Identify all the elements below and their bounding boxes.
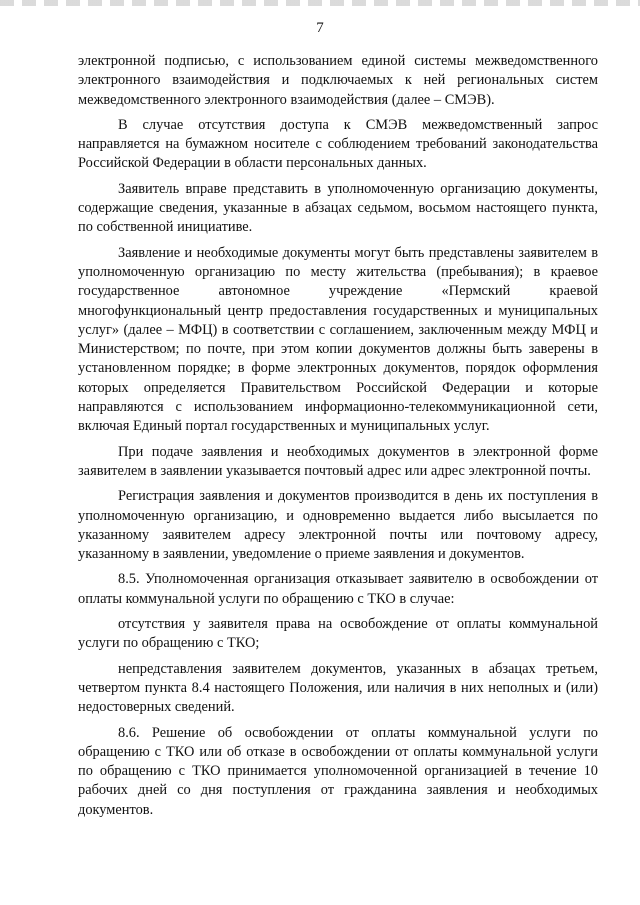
paragraph-smev-continuation: электронной подписью, с использованием единой системы межведомственного электронного взаимодействия и подключаемых к ней региональных систем межведомственного электронного взаимодействия (далее – СМЭВ).	[78, 53, 598, 108]
page-number: 7	[316, 20, 324, 36]
paragraph-refusal-reason-1: отсутствия у заявителя права на освобождение от оплаты коммунальной услуги по обращению с ТКО;	[78, 616, 598, 652]
paragraph-registration: Регистрация заявления и документов производится в день их поступления в уполномоченную организацию, и одновременно выдается либо высылается по указанному заявителем адресу электронной почты или почтовому адресу, указанному в заявлении, уведомление о приеме заявления и документов.	[78, 488, 598, 563]
paragraph-8-5-refusal: 8.5. Уполномоченная организация отказывает заявителю в освобождении от оплаты коммунальной услуги по обращению с ТКО в случае:	[78, 571, 598, 607]
paragraph-electronic-form: При подаче заявления и необходимых документов в электронной форме заявителем в заявлении указывается почтовый адрес или адрес электронной почты.	[78, 443, 598, 479]
paragraph-submission-methods: Заявление и необходимые документы могут быть представлены заявителем в уполномоченную организацию по месту жительства (пребывания); в краевое государственное автономное учреждение «Пермский краевой многофункциональный центр предоставления государственных и муниципальных услуг» (далее – МФЦ) в соответствии с соглашением, заключенным между МФЦ и Министерством; по почте, при этом копии документов должны быть заверены в установленном порядке; в форме электронных документов, порядок оформления которых определяется Правительством Российской Федерации и которые направляются с использованием информационно-телекоммуникационной сети, включая Единый портал государственных и муниципальных услуг.	[78, 244, 598, 435]
document-body	[78, 52, 598, 826]
scan-top-border	[0, 0, 640, 6]
paragraph-8-6-decision: 8.6. Решение об освобождении от оплаты коммунальной услуги по обращению с ТКО или об отказе в освобождении от оплаты коммунальной услуги по обращению с ТКО принимается уполномоченной организацией в течение 10 рабочих дней со дня поступления от гражданина заявления и необходимых документов.	[78, 724, 598, 818]
paragraph-refusal-reason-2: непредставления заявителем документов, указанных в абзацах третьем, четвертом пункта 8.4 настоящего Положения, или наличия в них неполных и (или) недостоверных сведений.	[78, 660, 598, 716]
paragraph-paper-request: В случае отсутствия доступа к СМЭВ межведомственный запрос направляется на бумажном носителе с соблюдением требований законодательства Российской Федерации в области персональных данных.	[78, 116, 598, 172]
paragraph-own-initiative: Заявитель вправе представить в уполномоченную организацию документы, содержащие сведения, указанные в абзацах седьмом, восьмом настоящего пункта, по собственной инициативе.	[78, 180, 598, 236]
